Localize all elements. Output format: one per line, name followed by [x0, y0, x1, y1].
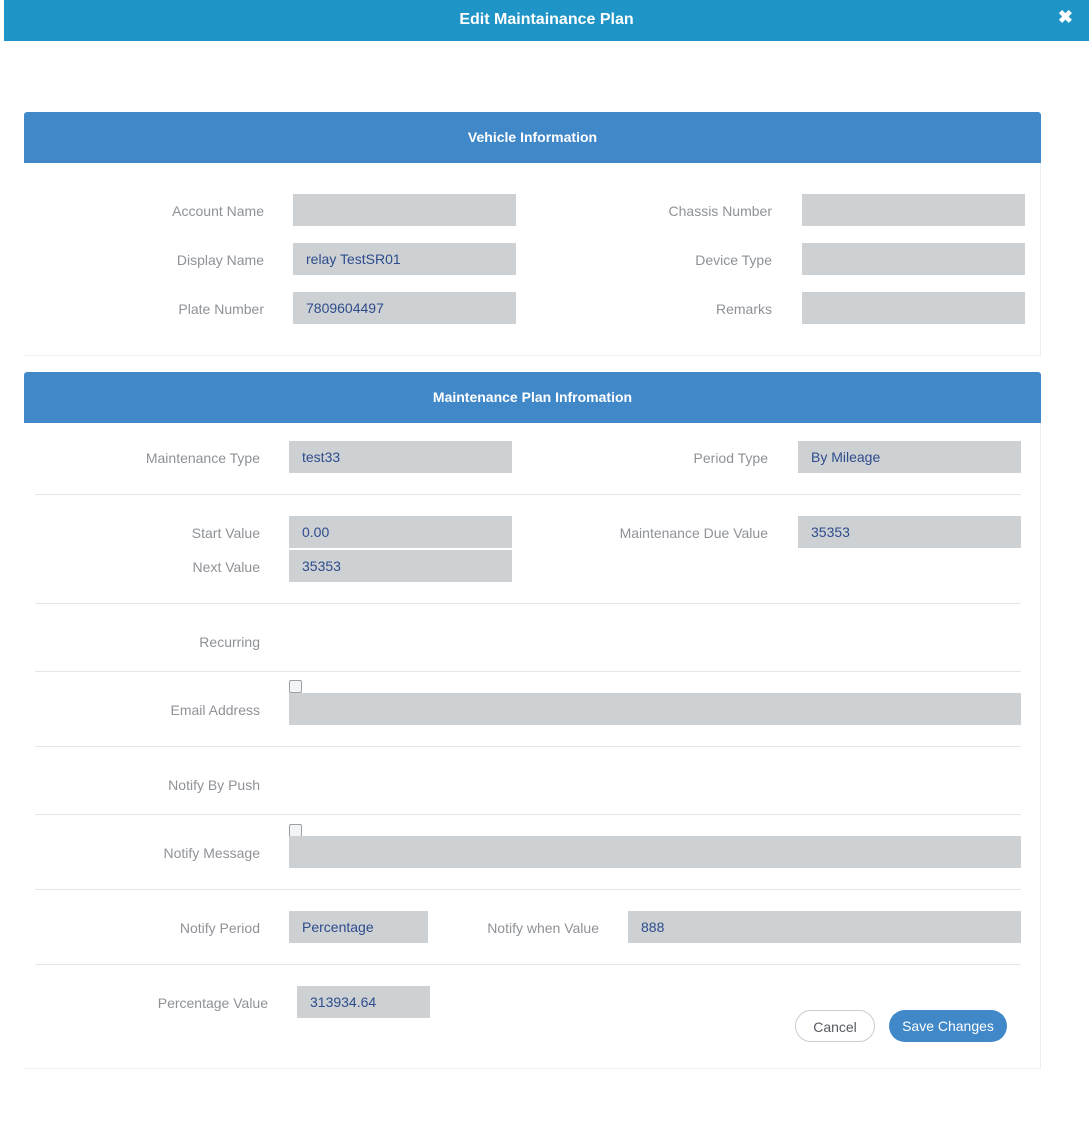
maintenance-type-label: Maintenance Type [145, 450, 260, 466]
divider [35, 494, 1021, 495]
device-type-field[interactable] [802, 243, 1025, 275]
display-name-label: Display Name [176, 252, 264, 268]
notify-when-value-label: Notify when Value [487, 920, 599, 936]
remarks-field[interactable] [802, 292, 1025, 324]
divider [35, 671, 1021, 672]
account-name-field[interactable] [293, 194, 516, 226]
divider [35, 889, 1021, 890]
modal-title: Edit Maintainance Plan [459, 11, 634, 28]
plate-number-field[interactable]: 7809604497 [293, 292, 516, 324]
period-type-select[interactable]: By Mileage [798, 441, 1021, 473]
divider [35, 603, 1021, 604]
maintenance-due-value-field[interactable]: 35353 [798, 516, 1021, 548]
notify-message-field[interactable] [289, 836, 1021, 868]
notify-by-push-label: Notify By Push [168, 777, 260, 793]
close-icon[interactable]: ✖ [1057, 7, 1073, 27]
divider [35, 746, 1021, 747]
chassis-number-label: Chassis Number [668, 203, 772, 219]
percentage-value-field[interactable]: 313934.64 [297, 986, 430, 1018]
save-changes-button[interactable]: Save Changes [889, 1010, 1007, 1042]
email-address-field[interactable] [289, 693, 1021, 725]
device-type-label: Device Type [695, 252, 772, 268]
maintenance-plan-heading: Maintenance Plan Infromation [24, 372, 1041, 423]
modal-header [4, 0, 1089, 41]
remarks-label: Remarks [715, 301, 772, 317]
start-value-field[interactable]: 0.00 [289, 516, 512, 548]
cancel-button[interactable]: Cancel [795, 1010, 875, 1042]
vehicle-information-heading: Vehicle Information [24, 112, 1041, 163]
notify-when-value-field[interactable]: 888 [628, 911, 1021, 943]
notify-period-select[interactable]: Percentage [289, 911, 428, 943]
start-value-label: Start Value [191, 525, 260, 541]
vehicle-information-body [24, 163, 1041, 356]
divider [35, 964, 1021, 965]
plate-number-label: Plate Number [178, 301, 264, 317]
maintenance-plan-panel [24, 372, 1041, 1069]
email-address-label: Email Address [170, 702, 260, 718]
recurring-checkbox[interactable] [289, 680, 302, 693]
period-type-label: Period Type [693, 450, 768, 466]
next-value-field[interactable]: 35353 [289, 550, 512, 582]
maintenance-type-field[interactable]: test33 [289, 441, 512, 473]
chassis-number-field[interactable] [802, 194, 1025, 226]
percentage-value-label: Percentage Value [157, 995, 268, 1011]
account-name-label: Account Name [172, 203, 264, 219]
maintenance-due-value-label: Maintenance Due Value [619, 525, 768, 541]
recurring-label: Recurring [199, 634, 260, 650]
notify-period-label: Notify Period [179, 920, 260, 936]
maintenance-plan-body [24, 423, 1041, 1069]
next-value-label: Next Value [192, 559, 260, 575]
display-name-field[interactable]: relay TestSR01 [293, 243, 516, 275]
notify-message-label: Notify Message [163, 845, 260, 861]
vehicle-information-panel [24, 112, 1041, 356]
divider [35, 814, 1021, 815]
